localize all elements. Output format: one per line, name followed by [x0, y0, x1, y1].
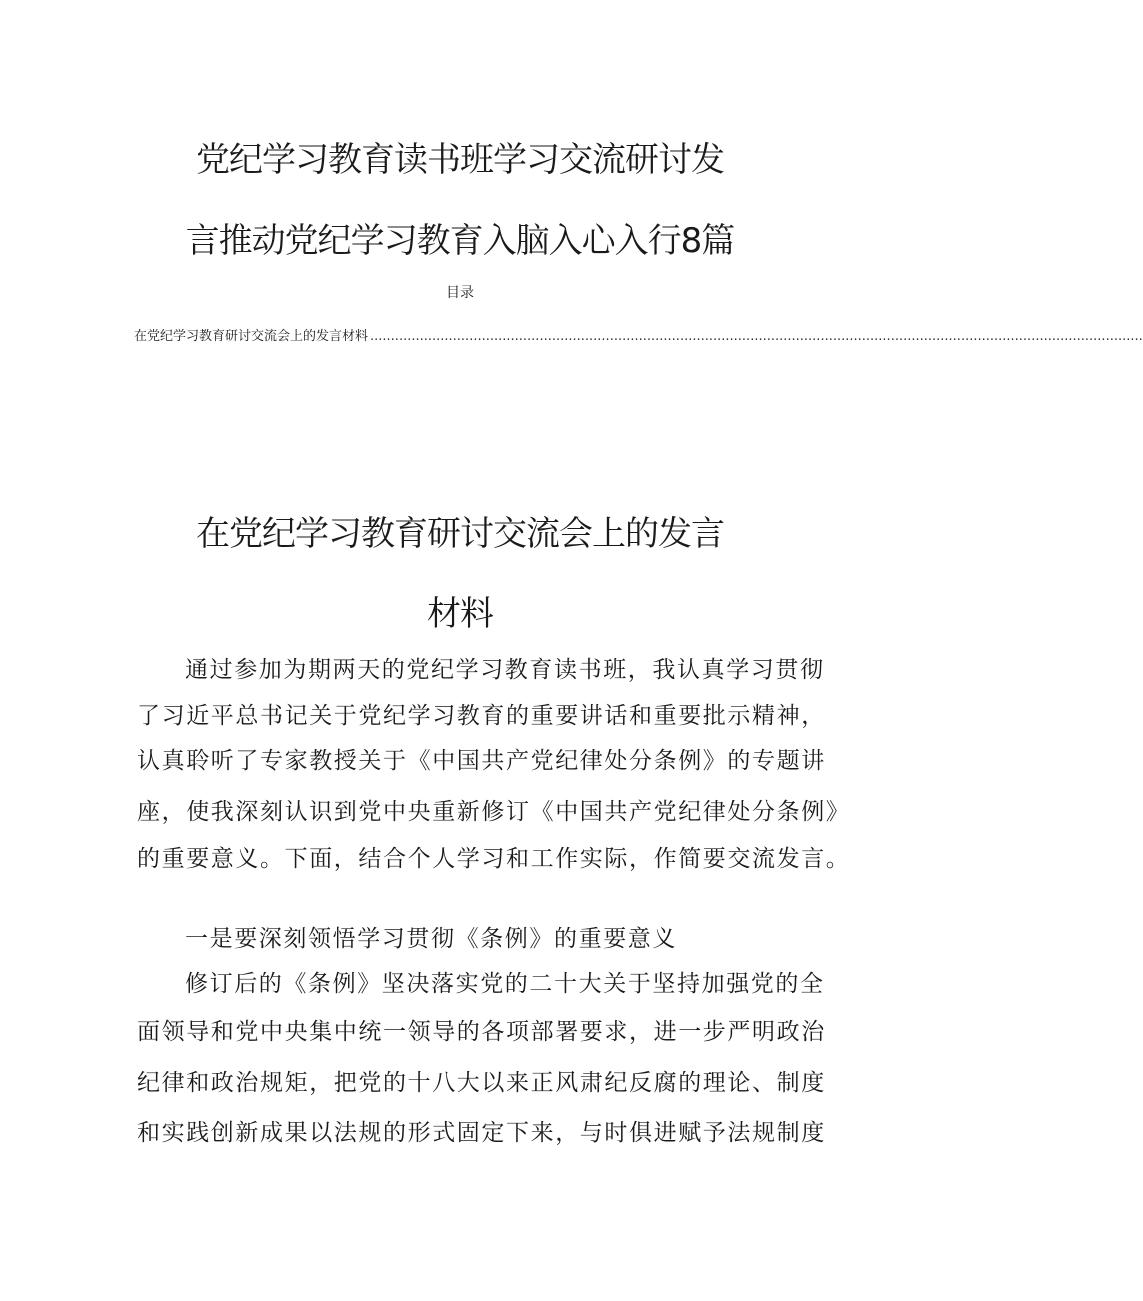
- paragraph-line: 的重要意义。下面，结合个人学习和工作实际，作简要交流发言。: [137, 846, 851, 872]
- document-title-line-1: 党纪学习教育读书班学习交流研讨发: [196, 140, 724, 180]
- paragraph-line: 通过参加为期两天的党纪学习教育读书班，我认真学习贯彻: [185, 657, 825, 683]
- paragraph-line: 修订后的《条例》坚决落实党的二十大关于坚持加强党的全: [185, 971, 825, 997]
- paragraph-line: 纪律和政治规矩，把党的十八大以来正风肃纪反腐的理论、制度: [137, 1070, 826, 1096]
- section-heading-1: 一是要深刻领悟学习贯彻《条例》的重要意义: [185, 926, 677, 952]
- toc-heading: 目录: [446, 285, 474, 301]
- article-title-line-1: 在党纪学习教育研讨交流会上的发言: [196, 514, 724, 554]
- article-title-line-2: 材料: [427, 594, 493, 634]
- toc-entry[interactable]: [134, 327, 1143, 347]
- paragraph-line: 和实践创新成果以法规的形式固定下来，与时俱进赋予法规制度: [137, 1120, 826, 1146]
- document-title-line-2: 言推动党纪学习教育入脑入心入行8篇: [185, 221, 735, 261]
- paragraph-line: 座，使我深刻认识到党中央重新修订《中国共产党纪律处分条例》: [137, 799, 851, 825]
- paragraph-line: 了习近平总书记关于党纪学习教育的重要讲话和重要批示精神，: [137, 703, 826, 729]
- paragraph-line: 面领导和党中央集中统一领导的各项部署要求，进一步严明政治: [137, 1019, 826, 1045]
- toc-entry-label[interactable]: 在党纪学习教育研讨交流会上的发言材料: [134, 329, 369, 344]
- toc-entry-leader: ...........................................................................................................................................................................................: [370, 329, 1143, 344]
- paragraph-line: 认真聆听了专家教授关于《中国共产党纪律处分条例》的专题讲: [137, 748, 826, 774]
